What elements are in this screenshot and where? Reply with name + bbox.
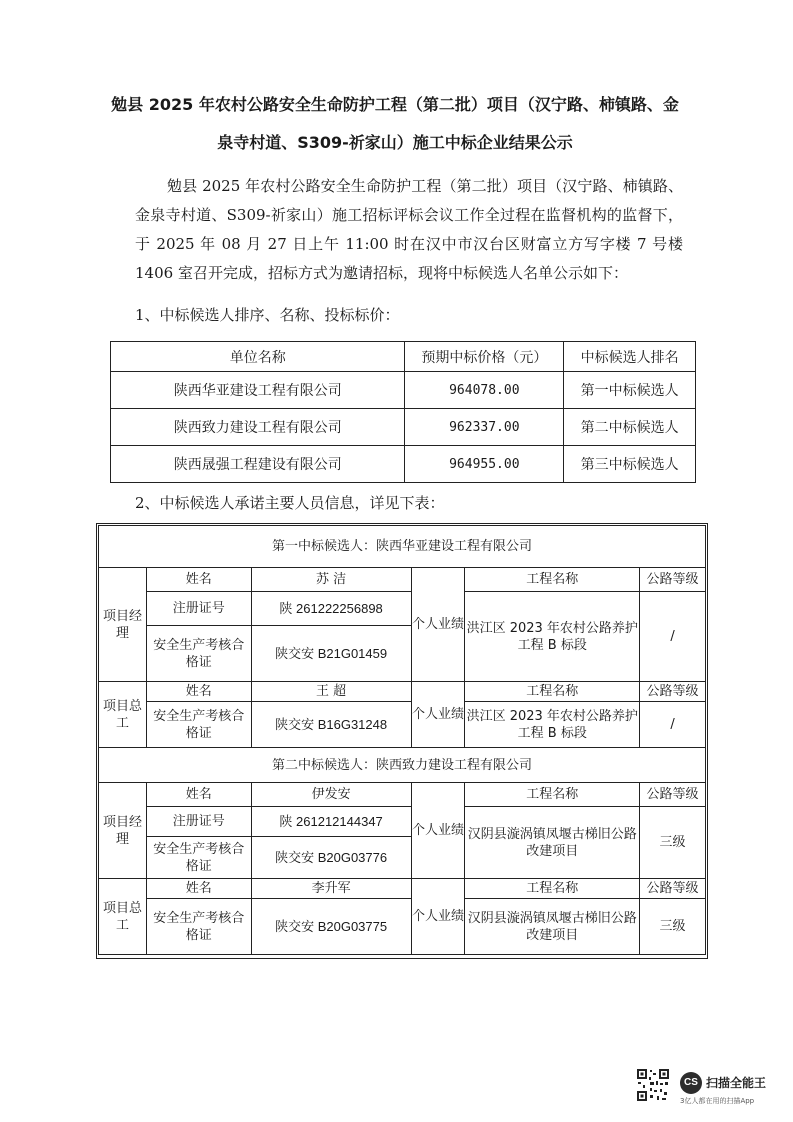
proj-name-label: 工程名称	[465, 568, 640, 592]
name-label: 姓名	[146, 682, 251, 702]
table-row	[111, 372, 696, 409]
pm-label: 项目经理	[99, 568, 147, 682]
qr-code-icon	[636, 1068, 670, 1102]
safety-cert-label: 安全生产考核合格证	[146, 837, 251, 879]
bid-price: 964955.00	[405, 446, 564, 483]
table-row	[111, 409, 696, 446]
candidate-1-title: 第一中标候选人：陕西华亚建设工程有限公司	[99, 526, 706, 568]
unit-name: 陕西致力建设工程有限公司	[111, 409, 405, 446]
pm-name: 伊发安	[251, 783, 411, 807]
safety-cert-label: 安全生产考核合格证	[146, 702, 251, 748]
chief-safety-cert: 陕交安 B20G03775	[251, 899, 411, 955]
road-grade-label: 公路等级	[640, 568, 706, 592]
reg-cert-label: 注册证号	[146, 807, 251, 837]
candidate-ranking-table	[110, 341, 696, 483]
chief-eng-label: 项目总工	[99, 879, 147, 955]
section-2-heading: 2、中标候选人承诺主要人员信息，详见下表：	[135, 494, 445, 512]
name-label: 姓名	[146, 568, 251, 592]
road-grade-label: 公路等级	[640, 783, 706, 807]
pm-name: 苏 洁	[251, 568, 411, 592]
camscanner-logo: CS	[680, 1072, 702, 1094]
document-title	[95, 86, 695, 162]
personal-label: 个人业绩	[411, 682, 465, 748]
section-1-heading: 1、中标候选人排序、名称、投标标价：	[135, 306, 400, 324]
proj-name-label: 工程名称	[465, 682, 640, 702]
unit-name: 陕西晟强工程建设有限公司	[111, 446, 405, 483]
table-header-row	[111, 342, 696, 372]
pm-grade: /	[640, 592, 706, 682]
title-line-2: 泉寺村道、S309-祈家山）施工中标企业结果公示	[217, 133, 573, 152]
personal-label: 个人业绩	[411, 568, 465, 682]
bid-price: 964078.00	[405, 372, 564, 409]
header-unit-name: 单位名称	[111, 342, 405, 372]
pm-safety-cert: 陕交安 B20G03776	[251, 837, 411, 879]
personnel-table	[98, 525, 706, 955]
name-label: 姓名	[146, 879, 251, 899]
pm-label: 项目经理	[99, 783, 147, 879]
pm-project: 洪江区 2023 年农村公路养护工程 B 标段	[465, 592, 640, 682]
rank: 第三中标候选人	[564, 446, 696, 483]
chief-project: 洪江区 2023 年农村公路养护工程 B 标段	[465, 702, 640, 748]
unit-name: 陕西华亚建设工程有限公司	[111, 372, 405, 409]
safety-cert-label: 安全生产考核合格证	[146, 899, 251, 955]
pm-reg-number: 陕 261222256898	[251, 592, 411, 626]
road-grade-label: 公路等级	[640, 879, 706, 899]
rank: 第二中标候选人	[564, 409, 696, 446]
table-row	[111, 446, 696, 483]
pm-grade: 三级	[640, 807, 706, 879]
pm-reg-number: 陕 261212144347	[251, 807, 411, 837]
title-line-1: 勉县 2025 年农村公路安全生命防护工程（第二批）项目（汉宁路、柿镇路、金	[111, 95, 679, 114]
chief-name: 王 超	[251, 682, 411, 702]
reg-cert-label: 注册证号	[146, 592, 251, 626]
chief-name: 李升军	[251, 879, 411, 899]
candidate-2-title: 第二中标候选人：陕西致力建设工程有限公司	[99, 748, 706, 783]
chief-project: 汉阴县漩涡镇凤堰古梯旧公路改建项目	[465, 899, 640, 955]
proj-name-label: 工程名称	[465, 879, 640, 899]
app-name: 扫描全能王	[706, 1076, 767, 1090]
intro-paragraph: 勉县 2025 年农村公路安全生命防护工程（第二批）项目（汉宁路、柿镇路、金泉寺村道、S309-祈家山）施工招标评标会议工作全过程在监督机构的监督下，于 2025 年 08 月 27 日上午 11:00 时在汉中市汉台区财富立方写字楼 7 号楼 1406 室召开完成，招标方式为邀请招标，现将中标候选人名单公示如下：	[135, 177, 683, 282]
proj-name-label: 工程名称	[465, 783, 640, 807]
safety-cert-label: 安全生产考核合格证	[146, 626, 251, 682]
chief-eng-label: 项目总工	[99, 682, 147, 748]
pm-safety-cert: 陕交安 B21G01459	[251, 626, 411, 682]
bid-price: 962337.00	[405, 409, 564, 446]
chief-grade: 三级	[640, 899, 706, 955]
camscanner-watermark	[636, 1068, 781, 1108]
pm-project: 汉阴县漩涡镇凤堰古梯旧公路改建项目	[465, 807, 640, 879]
header-price: 预期中标价格（元）	[405, 342, 564, 372]
name-label: 姓名	[146, 783, 251, 807]
road-grade-label: 公路等级	[640, 682, 706, 702]
chief-safety-cert: 陕交安 B16G31248	[251, 702, 411, 748]
personal-label: 个人业绩	[411, 879, 465, 955]
header-rank: 中标候选人排名	[564, 342, 696, 372]
personal-label: 个人业绩	[411, 783, 465, 879]
chief-grade: /	[640, 702, 706, 748]
rank: 第一中标候选人	[564, 372, 696, 409]
app-tagline: 3亿人都在用的扫描App	[680, 1097, 755, 1105]
